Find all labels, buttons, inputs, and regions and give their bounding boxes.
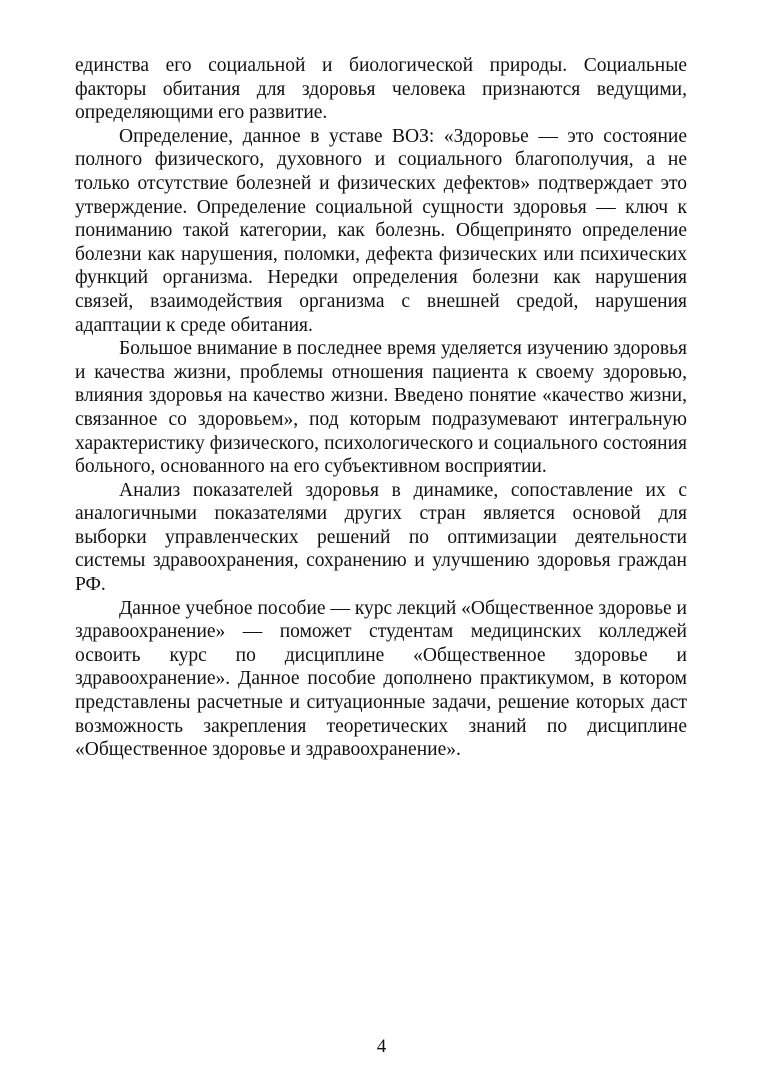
page-number: 4 <box>376 1036 387 1057</box>
paragraph-continuation: единства его социальной и биологической природы. Социальные факторы обитания для здоровья человека признаются ведущими, определяющими его развитие. <box>75 55 687 124</box>
paragraph-who-definition: Определение, данное в уставе ВОЗ: «Здоровье — это состояние полного физического, духовного и социального благополучия, а не только отсутствие болезней и физических дефектов» подтверждает это утверждение. Определение социальной сущности здоровья — ключ к пониманию такой категории, как болезнь. Общепринято определение болезни как нарушения, поломки, дефекта физических или психических функций организма. Нередки определения болезни как нарушения связей, взаимодействия организма с внешней средой, нарушения адаптации к среде обитания. <box>75 125 687 336</box>
body-text <box>75 54 687 762</box>
paragraph-health-analysis: Анализ показателей здоровья в динамике, сопоставление их с аналогичными показателями других стран является основой для выборки управленческих решений по оптимизации деятельности системы здравоохранения, сохранению и улучшению здоровья граждан РФ. <box>75 479 687 596</box>
paragraph-quality-of-life: Большое внимание в последнее время уделяется изучению здоровья и качества жизни, проблемы отношения пациента к своему здоровью, влияния здоровья на качество жизни. Введено понятие «качество жизни, связанное со здоровьем», под которым подразумевают интегральную характеристику физического, психологического и социального состояния больного, основанного на его субъективном восприятии. <box>75 338 687 478</box>
paragraph-manual-purpose: Данное учебное пособие — курс лекций «Общественное здоровье и здравоохранение» — поможет студентам медицинских колледжей освоить курс по дисциплине «Общественное здоровье и здравоохранение». Данное пособие дополнено практикумом, в котором представлены расчетные и ситуационные задачи, решение которых даст возможность закрепления теоретических знаний по дисциплине «Общественное здоровье и здравоохранение». <box>75 597 687 761</box>
